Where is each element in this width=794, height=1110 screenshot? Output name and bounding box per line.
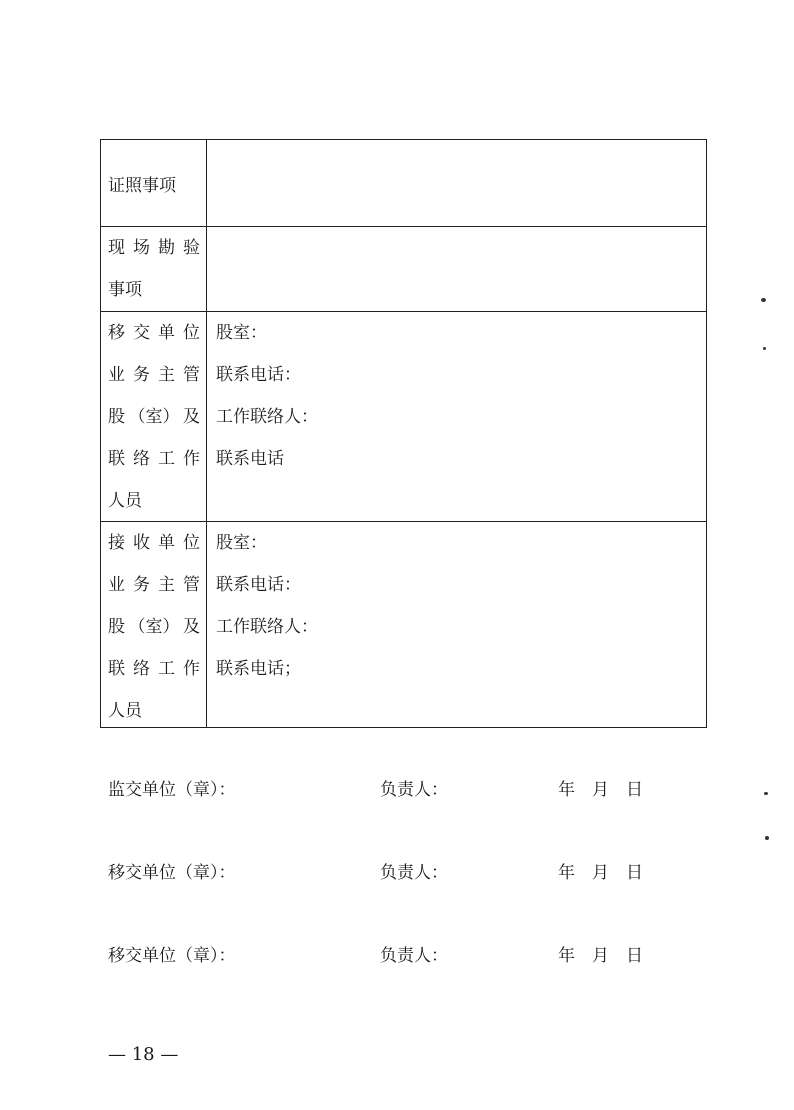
label-char: 交 xyxy=(133,323,150,343)
label-char: 项 xyxy=(125,280,142,300)
label-char: 收 xyxy=(133,533,150,553)
label-char: 联 xyxy=(108,449,125,469)
signature-line xyxy=(108,858,668,888)
label-char: 主 xyxy=(158,365,175,385)
liaison-person-field: 工作联络人： xyxy=(216,407,318,427)
label-line xyxy=(108,606,200,648)
row-label xyxy=(101,312,207,521)
label-char: 勘 xyxy=(158,238,175,258)
label-char: 场 xyxy=(133,238,150,258)
label-char: 事 xyxy=(108,280,125,300)
phone-field: 联系电话： xyxy=(216,365,301,385)
label-line xyxy=(108,690,200,732)
label-char: 络 xyxy=(133,659,150,679)
responsible-person-label: 负责人： xyxy=(380,946,448,966)
label-char: 业 xyxy=(108,575,125,595)
label-char: 人 xyxy=(108,701,125,721)
label-char: 股 xyxy=(108,617,125,637)
unit-seal-label: 移交单位（章）： xyxy=(108,946,236,966)
date-label: 年 月 日 xyxy=(558,946,643,966)
section-office-field: 股室： xyxy=(216,323,267,343)
site-inspection-value xyxy=(207,227,706,311)
label-char: 人 xyxy=(108,491,125,511)
handover-info-table xyxy=(100,139,707,728)
label-char: 工 xyxy=(158,449,175,469)
label-char: 及 xyxy=(183,617,200,637)
responsible-person-label: 负责人： xyxy=(380,780,448,800)
label-line xyxy=(108,396,200,438)
phone-field: 联系电话 xyxy=(216,449,284,469)
license-items-value xyxy=(207,140,706,226)
label-char: 联 xyxy=(108,659,125,679)
table-row xyxy=(101,226,706,311)
label-line xyxy=(108,522,200,564)
responsible-person-label: 负责人： xyxy=(380,863,448,883)
date-label: 年 月 日 xyxy=(558,863,643,883)
unit-seal-label: 移交单位（章）： xyxy=(108,863,236,883)
label-char: 位 xyxy=(183,323,200,343)
label-char: 股 xyxy=(108,407,125,427)
page-number: — 18 — xyxy=(108,1044,179,1065)
license-items-label: 证照事项 xyxy=(108,175,176,196)
row-label xyxy=(101,140,207,226)
label-line xyxy=(108,312,200,354)
label-char: 验 xyxy=(183,238,200,258)
label-char: 业 xyxy=(108,365,125,385)
label-char: 员 xyxy=(125,701,142,721)
label-line xyxy=(108,480,200,522)
label-char: 单 xyxy=(158,533,175,553)
table-row xyxy=(101,140,706,226)
scan-speck xyxy=(764,792,768,795)
date-label: 年 月 日 xyxy=(558,780,643,800)
label-char: 务 xyxy=(133,365,150,385)
label-char: 管 xyxy=(183,365,200,385)
label-char: 现 xyxy=(108,238,125,258)
signature-line xyxy=(108,775,668,805)
row-label xyxy=(101,227,207,311)
phone-field: 联系电话； xyxy=(216,659,301,679)
unit-seal-label: 监交单位（章）： xyxy=(108,780,236,800)
label-char: 主 xyxy=(158,575,175,595)
table-row xyxy=(101,521,706,727)
label-char: 员 xyxy=(125,491,142,511)
scan-speck xyxy=(763,347,766,350)
signature-line xyxy=(108,941,668,971)
table-row xyxy=(101,311,706,521)
label-char: 移 xyxy=(108,323,125,343)
label-char: 务 xyxy=(133,575,150,595)
label-line xyxy=(108,227,200,269)
label-char: 单 xyxy=(158,323,175,343)
section-office-field: 股室： xyxy=(216,533,267,553)
label-char: 作 xyxy=(183,659,200,679)
label-char: 络 xyxy=(133,449,150,469)
label-char: 接 xyxy=(108,533,125,553)
receiving-contacts xyxy=(207,522,706,727)
label-char: （室） xyxy=(128,407,180,427)
label-char: （室） xyxy=(128,617,180,637)
label-char: 及 xyxy=(183,407,200,427)
row-label xyxy=(101,522,207,727)
phone-field: 联系电话： xyxy=(216,575,301,595)
label-char: 工 xyxy=(158,659,175,679)
liaison-person-field: 工作联络人： xyxy=(216,617,318,637)
label-line xyxy=(108,648,200,690)
label-char: 作 xyxy=(183,449,200,469)
scan-speck xyxy=(761,298,766,302)
label-line xyxy=(108,354,200,396)
label-char: 管 xyxy=(183,575,200,595)
transferring-contacts xyxy=(207,312,706,521)
label-line xyxy=(108,438,200,480)
label-line xyxy=(108,269,200,311)
label-line xyxy=(108,564,200,606)
label-char: 位 xyxy=(183,533,200,553)
scan-speck xyxy=(765,836,769,840)
